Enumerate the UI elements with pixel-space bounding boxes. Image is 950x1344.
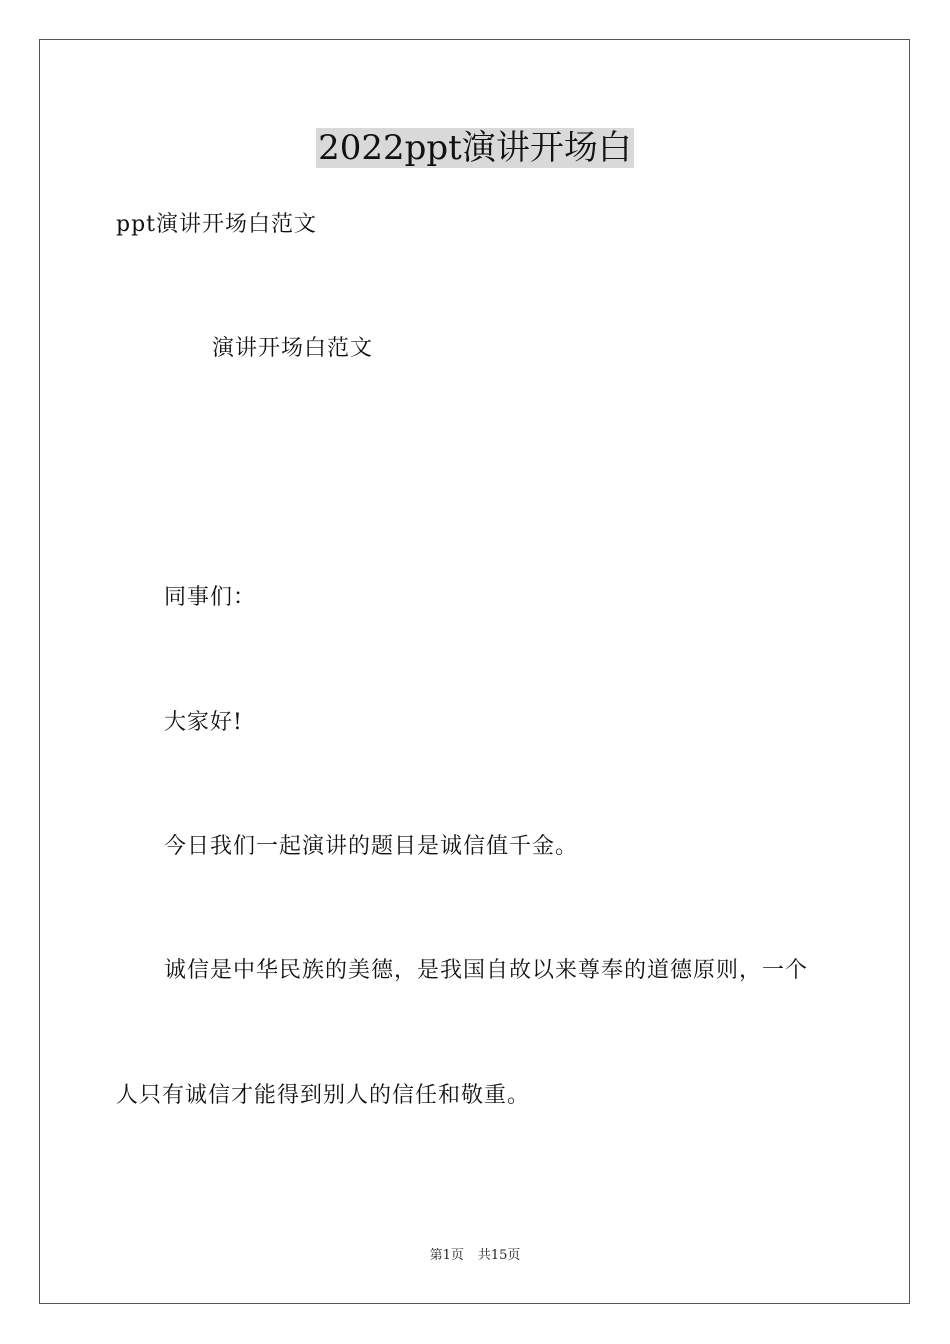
paragraph-greeting-all: 大家好!	[164, 710, 243, 735]
document-title	[0, 125, 950, 171]
page-footer	[0, 1247, 950, 1265]
page-number-total: 共15页	[477, 1248, 521, 1263]
paragraph-integrity-line1: 诚信是中华民族的美德，是我国自故以来尊奉的道德原则，一个	[164, 958, 809, 983]
paragraph-integrity-line2: 人只有诚信才能得到别人的信任和敬重。	[116, 1083, 531, 1108]
document-title-text: 2022ppt演讲开场白	[318, 128, 632, 168]
paragraph-topic: 今日我们一起演讲的题目是诚信值千金。	[164, 834, 579, 859]
document-subtitle: ppt演讲开场白范文	[116, 212, 318, 237]
section-heading: 演讲开场白范文	[212, 336, 374, 361]
paragraph-greeting-colleagues: 同事们：	[164, 585, 257, 610]
page-number-current: 第1页	[429, 1248, 464, 1263]
